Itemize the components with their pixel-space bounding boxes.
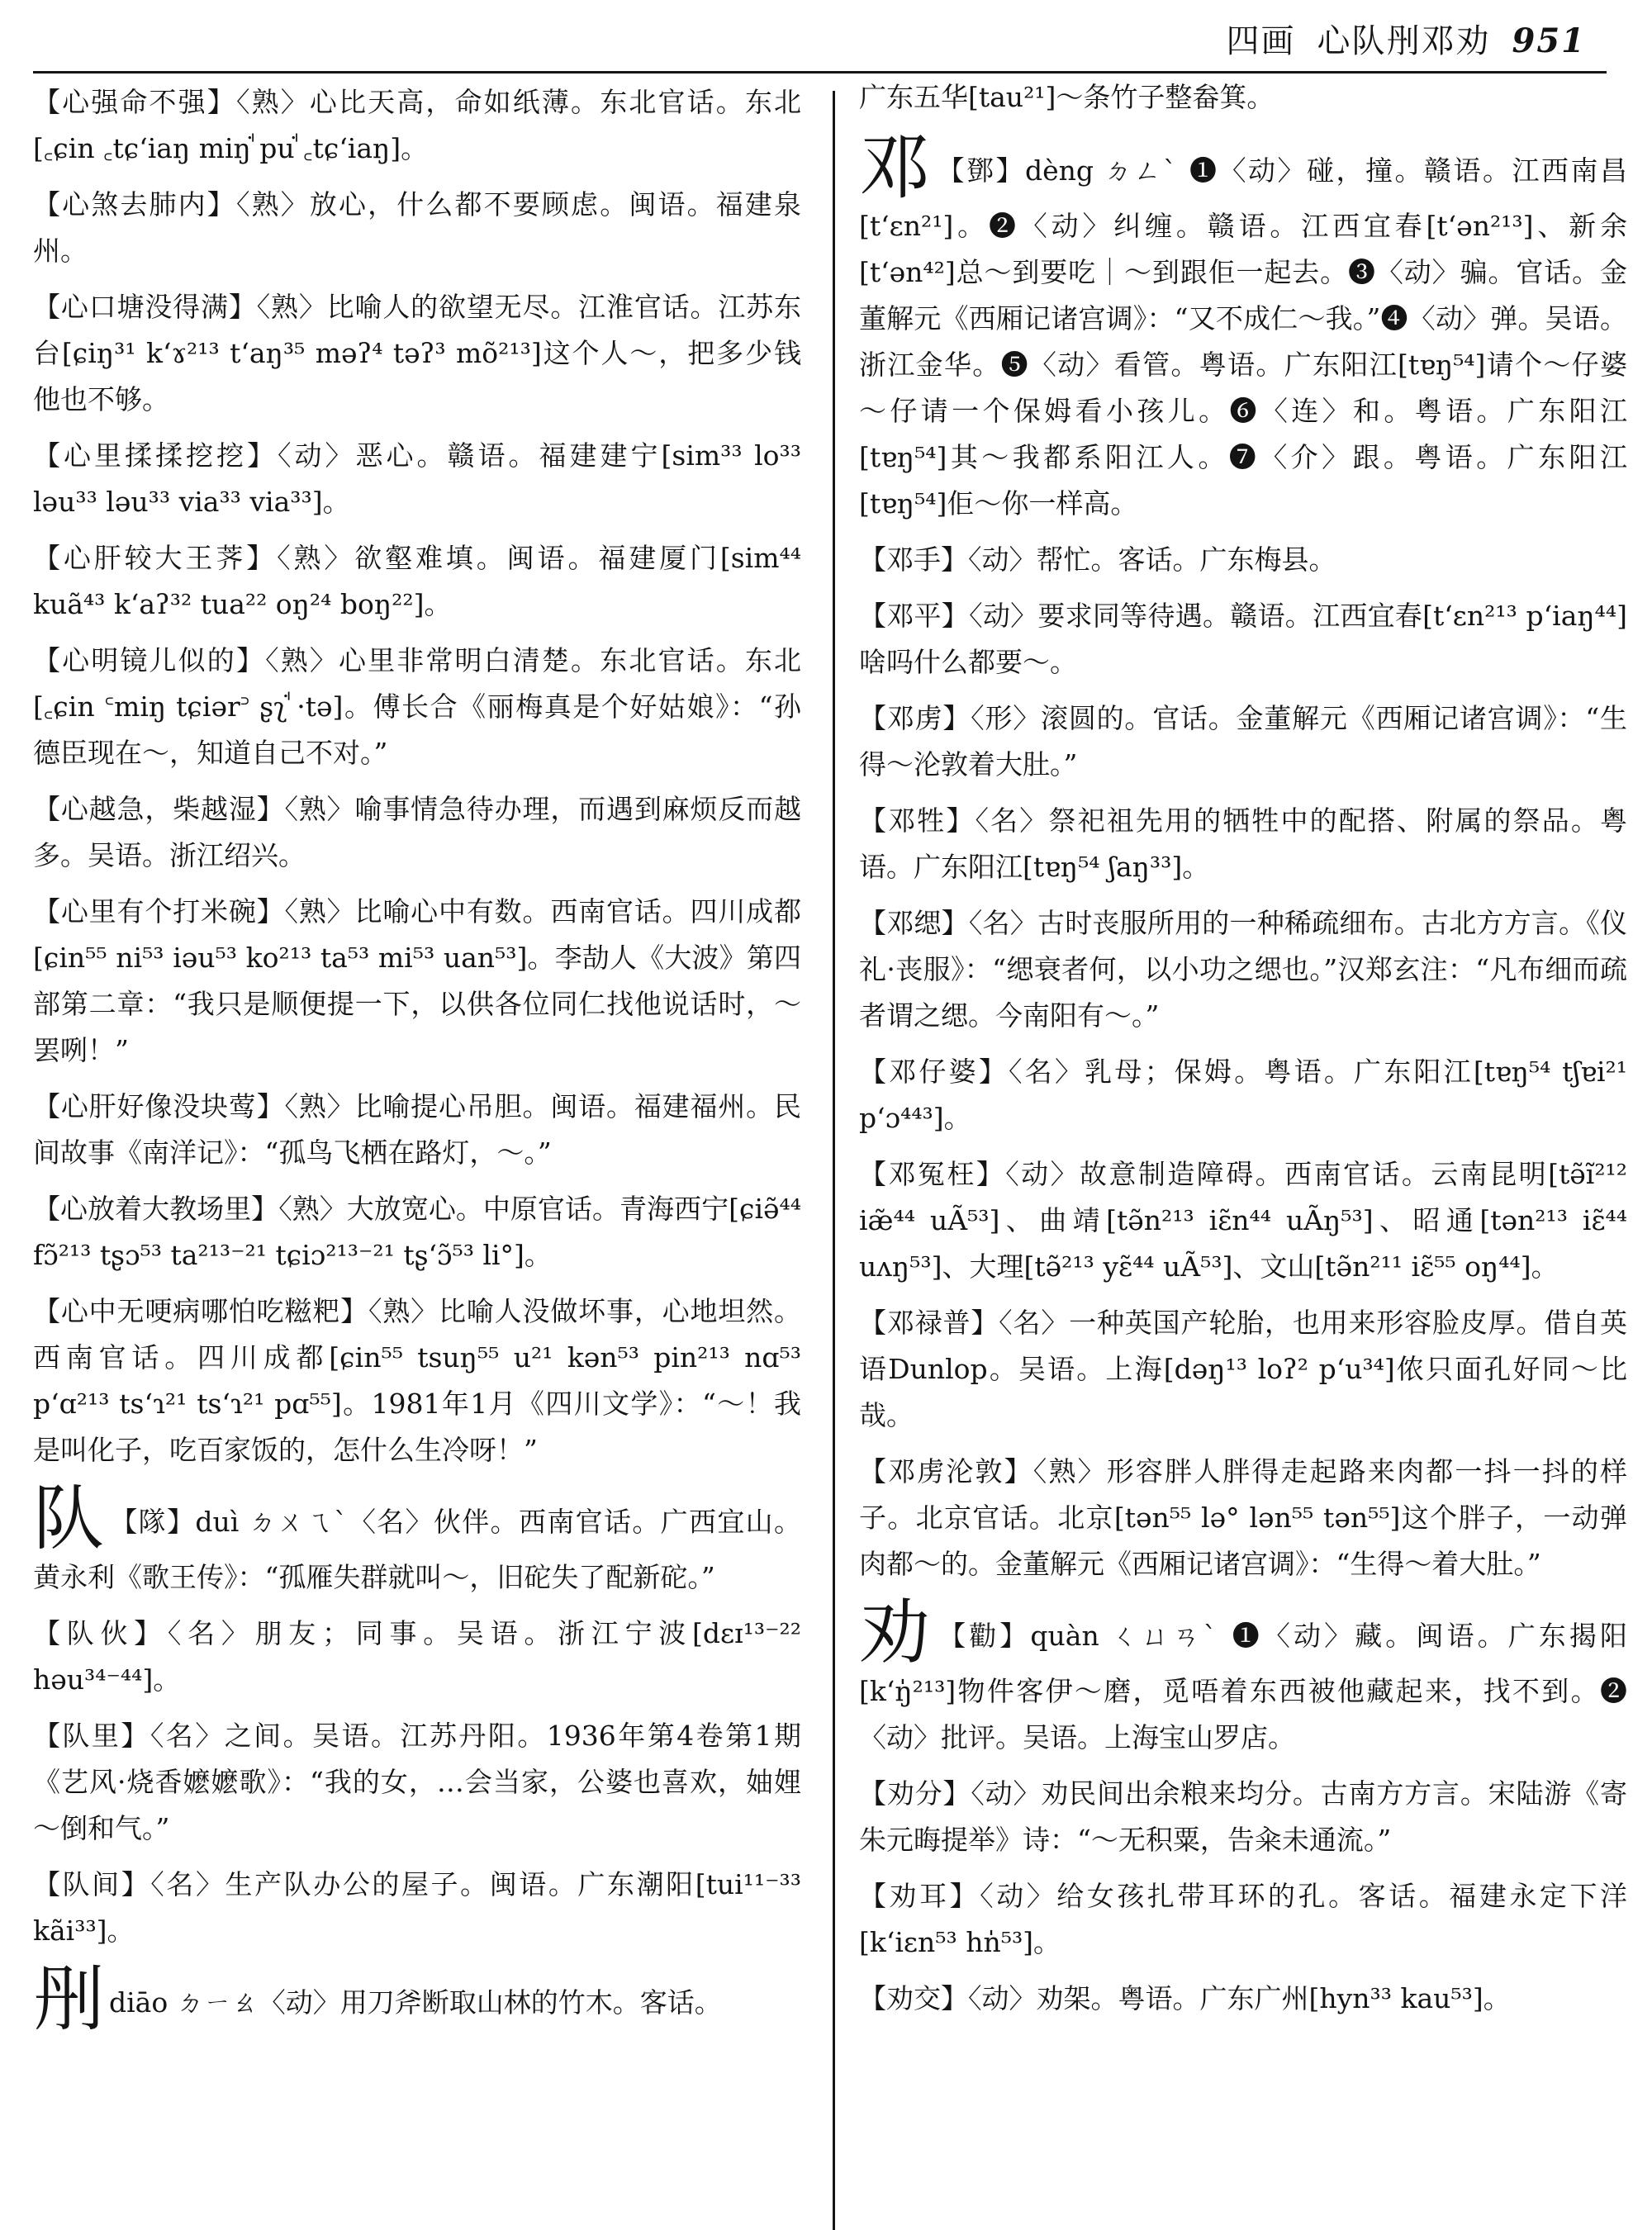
section-label: 四画 <box>1226 22 1296 60</box>
headword-deng: 邓 <box>859 126 933 209</box>
header-rule <box>33 71 1607 74</box>
entry-dui-huo: 【队伙】〈名〉朋友；同事。吴语。浙江宁波[dɛɪ¹³⁻²² həu³⁴⁻⁴⁴]。 <box>33 1617 801 1696</box>
entry-xin-koutang: 【心口塘没得满】〈熟〉比喻人的欲望无尽。江淮官话。江苏东台[ɕiŋ³¹ kʻɤ²¹³ tʻaŋ³⁵ məʔ⁴ təʔ³ mõ²¹³]这个人～，把多少钱他也不够。 <box>33 291 801 415</box>
entry-xin-gan-hao: 【心肝好像没块莺】〈熟〉比喻提心吊胆。闽语。福建福州。民间故事《南洋记》：“孤鸟飞栖在路灯，～。” <box>33 1090 801 1169</box>
entry-diao: 刐diāo ㄉㄧㄠ〈动〉用刀斧断取山林的竹木。客话。 <box>33 1958 722 2041</box>
page-number: 951 <box>1512 21 1586 60</box>
running-header <box>1227 15 1587 62</box>
entry-deng-yuanwang: 【邓冤枉】〈动〉故意制造障碍。西南官话。云南昆明[tə̃ĩ²¹² iæ̃⁴⁴ uÃ⁵³]、曲靖[tə̃n²¹³ iɛ̃n⁴⁴ uÃŋ⁵³]、昭通[tən²¹³ iɛ̃⁴⁴ uʌŋ⁵³]、大理[tə̃²¹³ yɛ̃⁴⁴ uÃ⁵³]、文山[tə̃n²¹¹ iɛ̃⁵⁵ oŋ⁴⁴]。 <box>859 1158 1627 1283</box>
entry-deng-ping: 【邓平】〈动〉要求同等待遇。赣语。江西宜春[tʻɛn²¹³ pʻiaŋ⁴⁴]啥吗什么都要～。 <box>859 600 1627 678</box>
entry-xin-li-rou: 【心里揉揉挖挖】〈动〉恶心。赣语。福建建宁[sim³³ lo³³ ləu³³ ləu³³ via³³ via³³]。 <box>33 439 801 518</box>
entry-xin-li-mi: 【心里有个打米碗】〈熟〉比喻心中有数。西南官话。四川成都[ɕin⁵⁵ ni⁵³ iəu⁵³ ko²¹³ ta⁵³ mi⁵³ uan⁵³]。李劼人《大波》第四部第二章：“我只是顺便提一下，以供各位同仁找他说话时，～罢咧！” <box>33 895 801 1066</box>
entry-xin-gan-jiao: 【心肝较大王荠】〈熟〉欲壑难填。闽语。福建厦门[sim⁴⁴ kuã⁴³ kʻaʔ³² tua²² oŋ²⁴ boŋ²²]。 <box>33 542 801 620</box>
entry-deng-sheng: 【邓牲】〈名〉祭祀祖先用的牺牲中的配搭、附属的祭品。粤语。广东阳江[tɐŋ⁵⁴ ʃaŋ³³]。 <box>859 804 1627 883</box>
header-chars: 心队刐邓劝 <box>1317 22 1491 60</box>
column-divider <box>833 91 835 2230</box>
entry-xin-zhong: 【心中无哽病哪怕吃糍粑】〈熟〉比喻人没做坏事，心地坦然。西南官话。四川成都[ɕin⁵⁵ tsuŋ⁵⁵ u²¹ kən⁵³ pin²¹³ nɑ⁵³ pʻɑ²¹³ tsʻɿ²¹ tsʻɿ²¹ pɑ⁵⁵]。1981年1月《四川文学》：“～！我是叫化子，吃百家饭的，怎什么生冷呀！” <box>33 1295 801 1466</box>
entry-dui: 队 【隊】duì ㄉㄨㄟˋ〈名〉伙伴。西南官话。广西宜山。黄永利《歌王传》：“孤雁失群就叫～，旧砣失了配新砣。” <box>33 1478 802 1593</box>
entry-deng: 邓 【鄧】dèng ㄉㄥˋ ❶〈动〉碰，撞。赣语。江西南昌[tʻɛn²¹]。❷〈动〉纠缠。赣语。江西宜春[tʻən²¹³]、新余[tʻən⁴²]总～到要吃｜～到跟佢一起去。❸〈动〉骗。官话。金董解元《西厢记诸宫调》：“又不成仁～我。”❹〈动〉弹。吴语。浙江金华。❺〈动〉看管。粤语。广东阳江[tɐŋ⁵⁴]请个～仔婆～仔请一个保姆看小孩儿。❻〈连〉和。粤语。广东阳江[tɐŋ⁵⁴]其～我都系阳江人。❼〈介〉跟。粤语。广东阳江[tɐŋ⁵⁴]佢～你一样高。 <box>859 126 1627 520</box>
right-column <box>859 74 1627 2032</box>
entry-deng-zaipo: 【邓仔婆】〈名〉乳母；保姆。粤语。广东阳江[tɐŋ⁵⁴ tʃɐi²¹ pʻɔ⁴⁴³]。 <box>859 1056 1627 1134</box>
entry-xin-yueji: 【心越急，柴越湿】〈熟〉喻事情急待办理，而遇到麻烦反而越多。吴语。浙江绍兴。 <box>33 793 801 871</box>
entry-xin-sha: 【心煞去肺内】〈熟〉放心，什么都不要顾虑。闽语。福建泉州。 <box>33 188 801 267</box>
entry-deng-si: 【邓缌】〈名〉古时丧服所用的一种稀疏细布。古北方方言。《仪礼·丧服》：“缌衰者何，以小功之缌也。”汉郑玄注：“凡布细而疏者谓之缌。今南阳有～。” <box>859 907 1627 1032</box>
entry-quan-er: 【劝耳】〈动〉给女孩扎带耳环的孔。客话。福建永定下洋[kʻiɛn⁵³ hn̍⁵³]。 <box>859 1880 1627 1958</box>
entry-deng-lu-lundun: 【邓虏沦敦】〈熟〉形容胖人胖得走起路来肉都一抖一抖的样子。北京官话。北京[tən⁵⁵ lə° lən⁵⁵ tən⁵⁵]这个胖子，一动弹肉都～的。金董解元《西厢记诸宫调》：“生得～着大肚。” <box>859 1455 1627 1580</box>
headword-diao: 刐 <box>33 1958 104 2041</box>
entry-quan: 劝 【勸】quàn ㄑㄩㄢˋ ❶〈动〉藏。闽语。广东揭阳[kʻŋ̍²¹³]物件客伊～磨，觅唔着东西被他藏起来，找不到。❷〈动〉批评。吴语。上海宝山罗店。 <box>859 1592 1627 1753</box>
headword-dui: 队 <box>33 1478 106 1560</box>
left-column <box>33 79 801 2045</box>
entry-deng-lu: 【邓虏】〈形〉滚圆的。官话。金董解元《西厢记诸宫调》：“生得～沦敦着大肚。” <box>859 702 1627 780</box>
entry-dui-li: 【队里】〈名〉之间。吴语。江苏丹阳。1936年第4卷第1期《艺风·烧香嬷嬷歌》：“我的女，…会当家，公婆也喜欢，妯娌～倒和气。” <box>33 1720 801 1844</box>
entry-xin-fang: 【心放着大教场里】〈熟〉大放宽心。中原官话。青海西宁[ɕiə̃⁴⁴ fɔ̃²¹³ tʂɔ⁵³ ta²¹³⁻²¹ tɕiɔ²¹³⁻²¹ tʂʻɔ̃⁵³ li°]。 <box>33 1193 801 1271</box>
headword-quan: 劝 <box>859 1592 934 1674</box>
entry-deng-lupu: 【邓禄普】〈名〉一种英国产轮胎，也用来形容脸皮厚。借自英语Dunlop。吴语。上海[dəŋ¹³ loʔ² pʻu³⁴]侬只面孔好同～比哉。 <box>859 1307 1627 1431</box>
entry-continuation: 广东五华[tau²¹]～条竹子整畚箕。 <box>859 81 1275 113</box>
entry-dui-jian: 【队间】〈名〉生产队办公的屋子。闽语。广东潮阳[tui¹¹⁻³³ kãi³³]。 <box>33 1868 801 1947</box>
entry-quan-fen: 【劝分】〈动〉劝民间出余粮来均分。古南方方言。宋陆游《寄朱元晦提举》诗：“～无积粟，告籴未通流。” <box>859 1777 1627 1856</box>
entry-xin-qiangming: 【心强命不强】〈熟〉心比天高，命如纸薄。东北官话。东北[꜀ɕin ꜀tɕʻiaŋ miŋꜗ puꜗ ꜀tɕʻiaŋ]。 <box>33 86 801 164</box>
entry-quan-jiao: 【劝交】〈动〉劝架。粤语。广东广州[hyn³³ kau⁵³]。 <box>859 1982 1511 2014</box>
entry-xin-mingjing: 【心明镜儿似的】〈熟〉心里非常明白清楚。东北官话。东北[꜀ɕin ꜂miŋ tɕiər꜄ ʂʅꜗ ·tə]。傅长合《丽梅真是个好姑娘》：“孙德臣现在～，知道自己不对。” <box>33 644 801 769</box>
entry-deng-shou: 【邓手】〈动〉帮忙。客话。广东梅县。 <box>859 543 1336 576</box>
